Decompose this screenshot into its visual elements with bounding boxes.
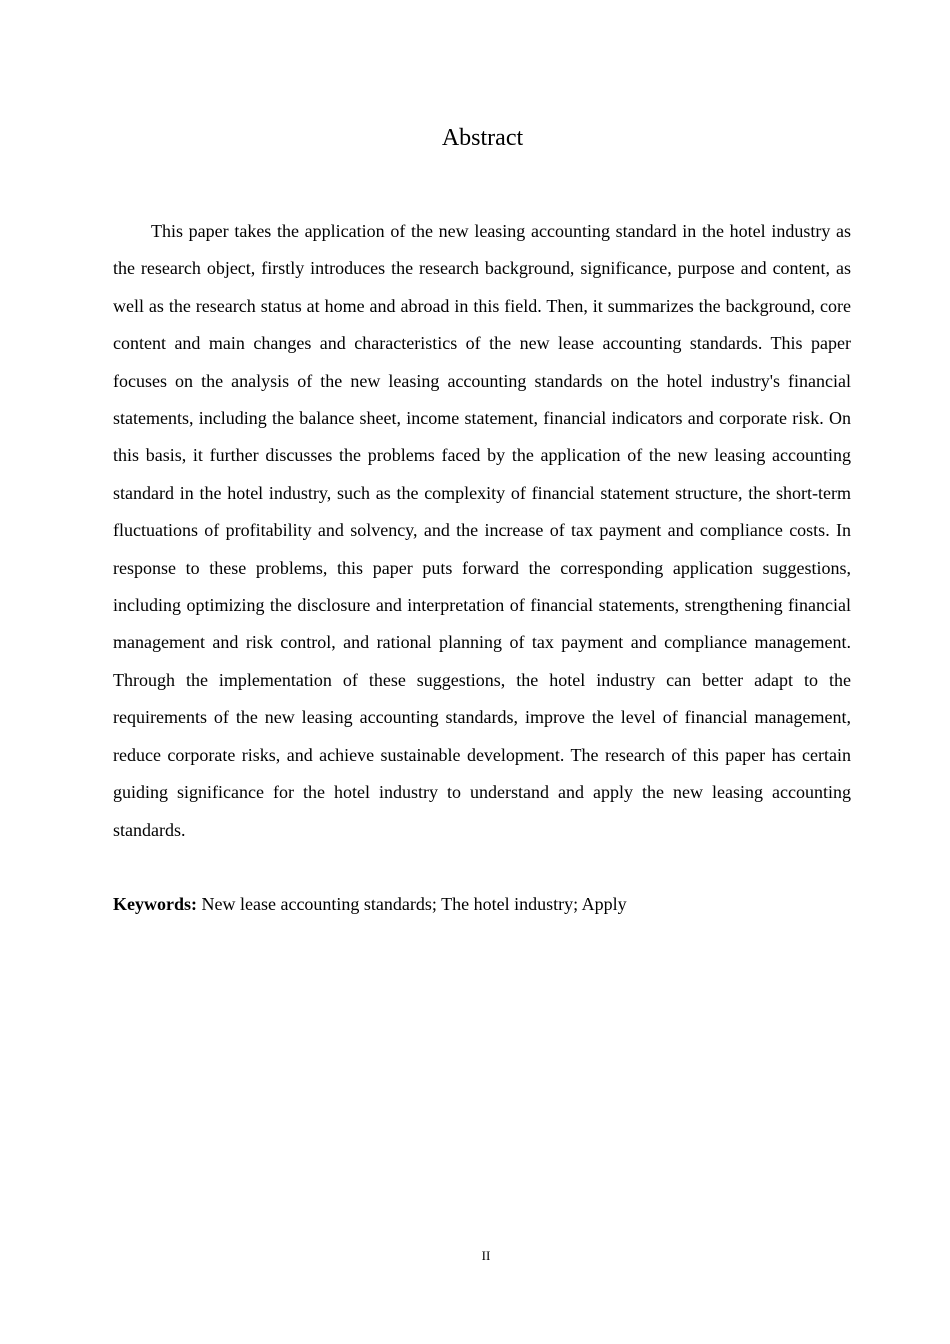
page-number: II: [481, 1248, 491, 1263]
abstract-body: This paper takes the application of the new leasing accounting standard in the hotel industry as the research object, firstly introduces the research background, significance, purpose and content, as well as the research status at home and abroad in this field. Then, it summarizes the background, core content and main changes and characteristics of the new lease accounting standards. This paper focuses on the analysis of the new leasing accounting standards on the hotel industry's financial statements, including the balance sheet, income statement, financial indicators and corporate risk. On this basis, it further discusses the problems faced by the application of the new leasing accounting standard in the hotel industry, such as the complexity of financial statement structure, the short-term fluctuations of profitability and solvency, and the increase of tax payment and compliance costs. In response to these problems, this paper puts forward the corresponding application suggestions, including optimizing the disclosure and interpretation of financial statements, strengthening financial management and risk control, and rational planning of tax payment and compliance management. Through the implementation of these suggestions, the hotel industry can better adapt to the requirements of the new leasing accounting standards, improve the level of financial management, reduce corporate risks, and achieve sustainable development. The research of this paper has certain guiding significance for the hotel industry to understand and apply the new leasing accounting standards.: [113, 221, 851, 840]
abstract-title: Abstract: [441, 125, 524, 151]
keywords-text: New lease accounting standards; The hotel industry; Apply: [197, 894, 627, 914]
keywords-line: [113, 886, 851, 923]
keywords-label: Keywords:: [113, 894, 197, 914]
